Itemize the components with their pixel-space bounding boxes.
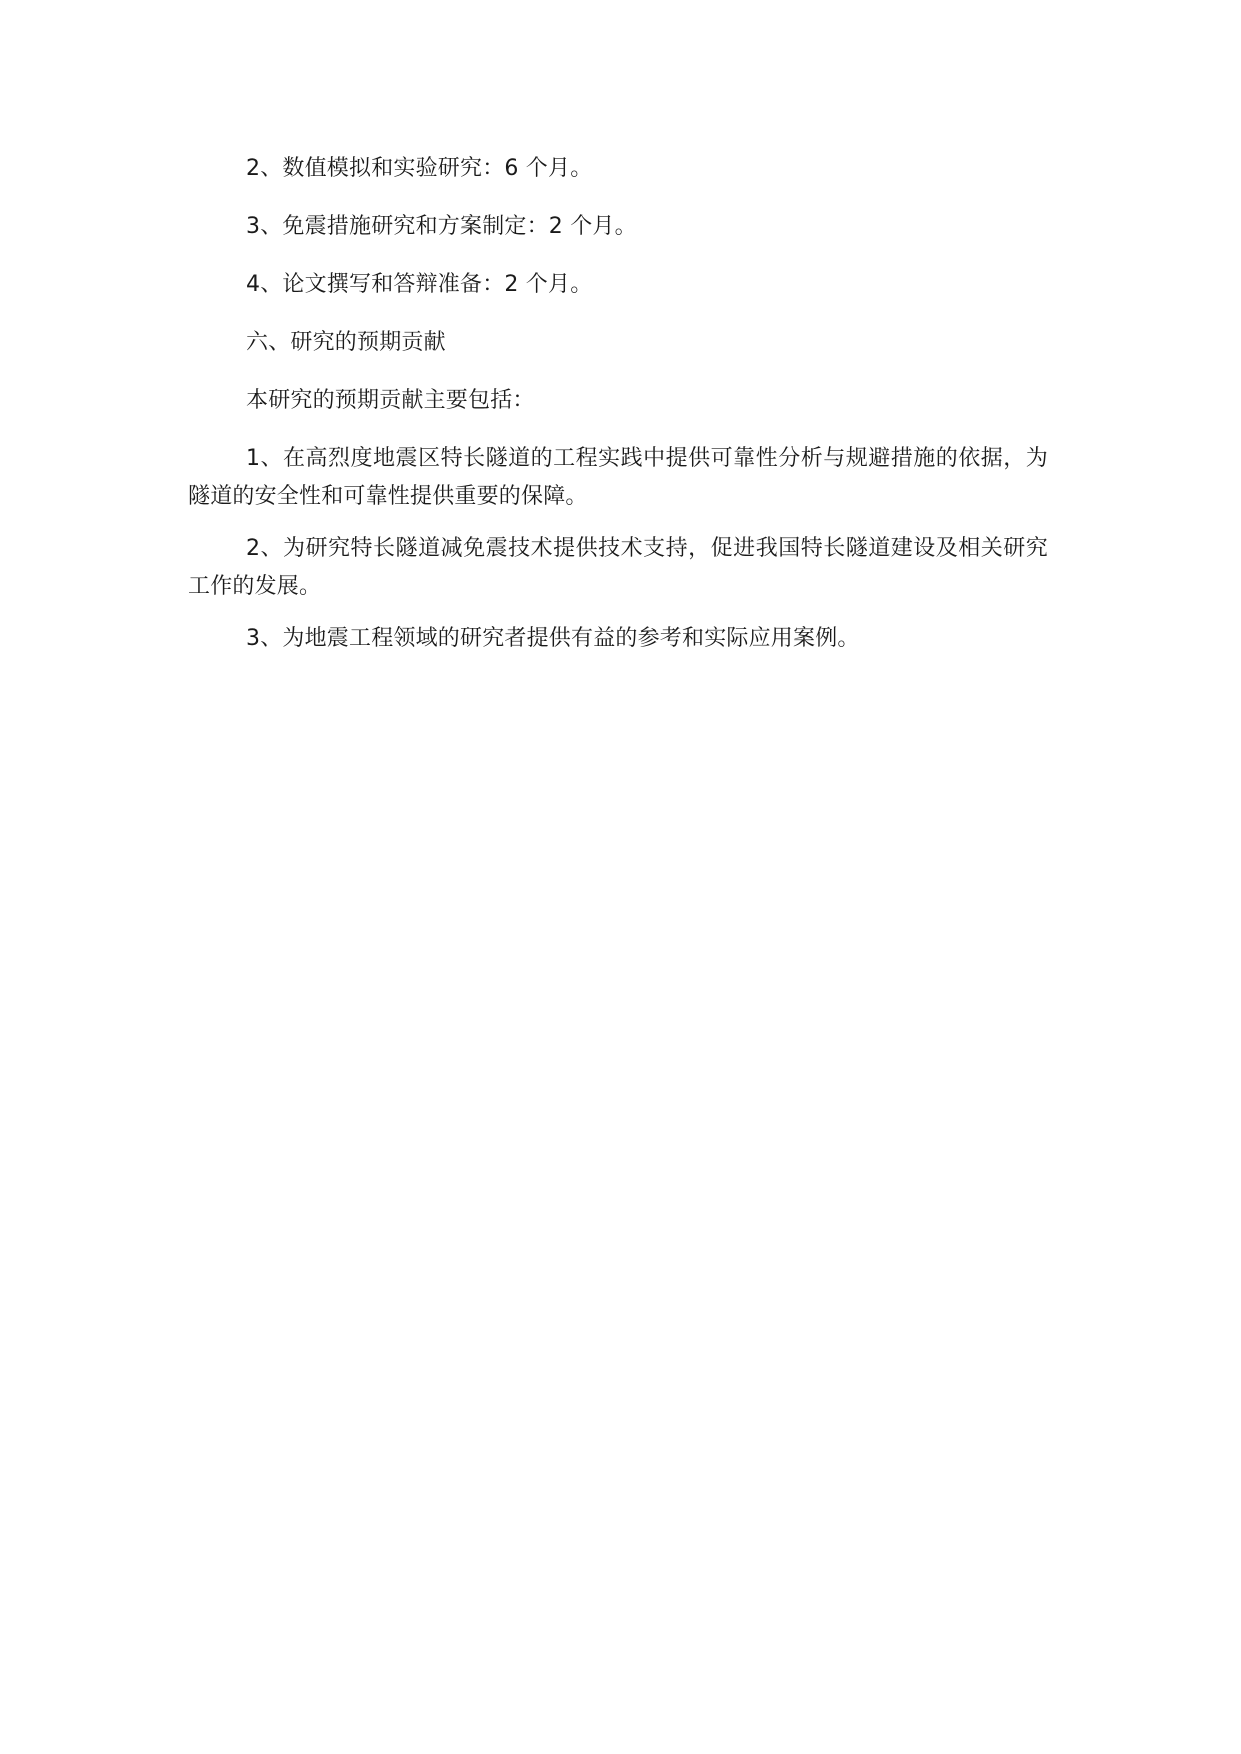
contribution-item-1: 1、在高烈度地震区特长隧道的工程实践中提供可靠性分析与规避措施的依据，为隧道的安全性和可靠性提供重要的保障。 [188, 446, 1048, 509]
section-heading-expected-contributions: 六、研究的预期贡献 [246, 330, 446, 355]
contribution-item-3: 3、为地震工程领域的研究者提供有益的参考和实际应用案例。 [246, 626, 860, 651]
schedule-item-4: 4、论文撰写和答辩准备：2 个月。 [246, 272, 593, 297]
schedule-item-3: 3、免震措施研究和方案制定：2 个月。 [246, 214, 637, 239]
document-body [188, 150, 1048, 678]
schedule-item-2: 2、数值模拟和实验研究：6 个月。 [246, 156, 593, 181]
contribution-item-2: 2、为研究特长隧道减免震技术提供技术支持，促进我国特长隧道建设及相关研究工作的发展。 [188, 536, 1048, 599]
contributions-intro: 本研究的预期贡献主要包括： [246, 388, 535, 413]
